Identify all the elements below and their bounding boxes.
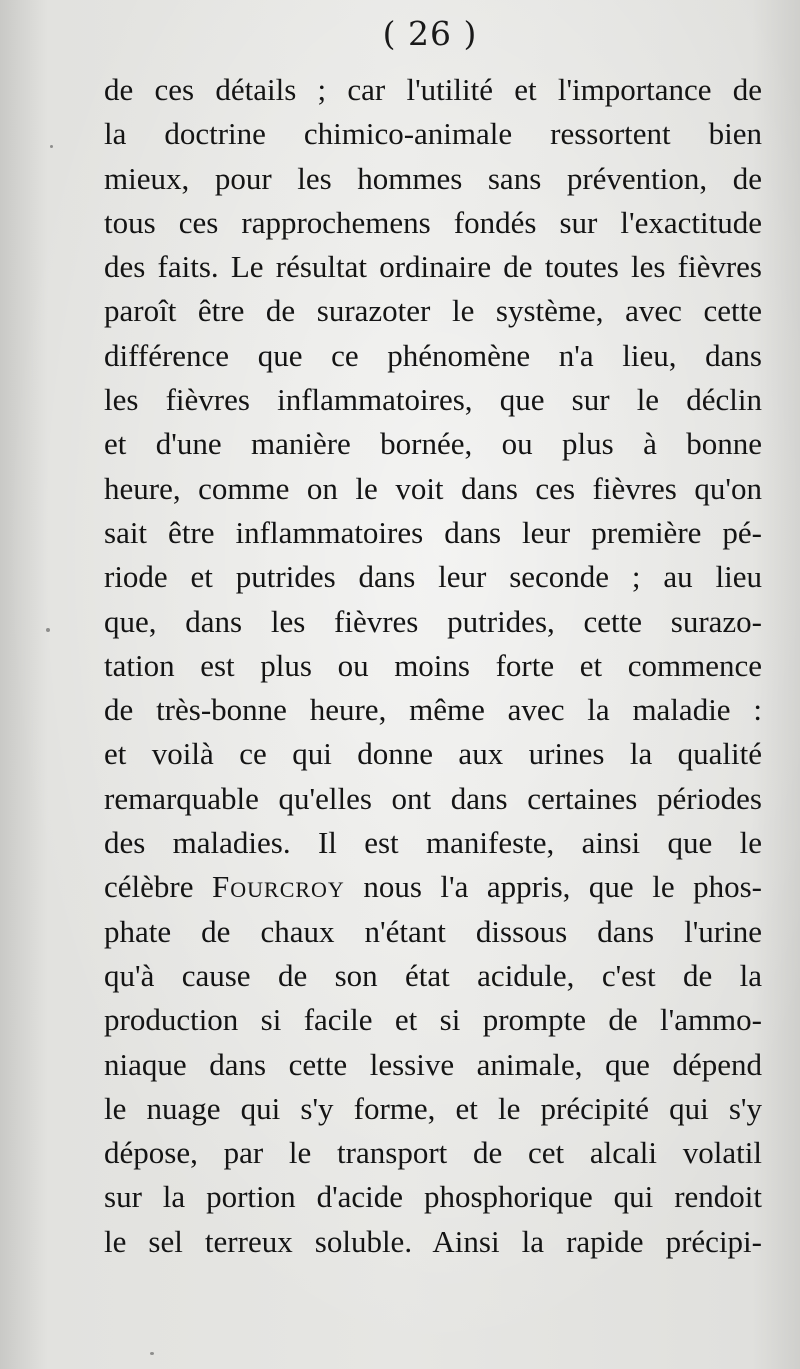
text-line: de très-bonne heure, même avec la maladie : bbox=[104, 692, 762, 728]
text-line: remarquable qu'elles ont dans certaines périodes bbox=[104, 780, 762, 816]
text-line: sur la portion d'acide phosphorique qui rendoit bbox=[104, 1179, 762, 1215]
text-line-fourcroy bbox=[104, 865, 762, 909]
paper-speck bbox=[150, 1352, 154, 1355]
text-line: les fièvres inflammatoires, que sur le déclin bbox=[104, 382, 762, 418]
text-line: qu'à cause de son état acidule, c'est de la bbox=[104, 957, 762, 993]
paper-speck bbox=[50, 145, 53, 148]
text-line: et voilà ce qui donne aux urines la qualité bbox=[104, 736, 762, 772]
text-line: que, dans les fièvres putrides, cette surazo- bbox=[104, 603, 762, 639]
text-line: tation est plus ou moins forte et commence bbox=[104, 647, 762, 683]
text-line: dépose, par le transport de cet alcali volatil bbox=[104, 1135, 762, 1171]
text-line: tous ces rapprochemens fondés sur l'exactitude bbox=[104, 204, 762, 240]
text-line: heure, comme on le voit dans ces fièvres qu'on bbox=[104, 470, 762, 506]
text-fragment: nous l'a appris, que le phos- bbox=[344, 869, 762, 905]
author-name: Fourcroy bbox=[212, 869, 345, 905]
text-line: et d'une manière bornée, ou plus à bonne bbox=[104, 426, 762, 462]
text-line: paroît être de surazoter le système, avec cette bbox=[104, 293, 762, 329]
text-line: phate de chaux n'étant dissous dans l'urine bbox=[104, 913, 762, 949]
text-line: des maladies. Il est manifeste, ainsi que le bbox=[104, 825, 762, 861]
body-text bbox=[104, 68, 762, 1264]
text-line: la doctrine chimico-animale ressortent bien bbox=[104, 116, 762, 152]
text-line: sait être inflammatoires dans leur première pé- bbox=[104, 514, 762, 550]
text-line: production si facile et si prompte de l'ammo- bbox=[104, 1002, 762, 1038]
text-line: des faits. Le résultat ordinaire de toutes les fièvres bbox=[104, 249, 762, 285]
text-line: mieux, pour les hommes sans prévention, de bbox=[104, 160, 762, 196]
text-line: différence que ce phénomène n'a lieu, dans bbox=[104, 337, 762, 373]
paper-speck bbox=[46, 628, 50, 632]
text-fragment: célèbre bbox=[104, 869, 212, 905]
text-line: le nuage qui s'y forme, et le précipité qui s'y bbox=[104, 1090, 762, 1126]
text-line: niaque dans cette lessive animale, que dépend bbox=[104, 1046, 762, 1082]
text-line: le sel terreux soluble. Ainsi la rapide précipi- bbox=[104, 1223, 762, 1259]
text-line: riode et putrides dans leur seconde ; au lieu bbox=[104, 559, 762, 595]
text-line: de ces détails ; car l'utilité et l'importance de bbox=[104, 72, 762, 107]
page-number: ( 26 ) bbox=[382, 14, 478, 53]
